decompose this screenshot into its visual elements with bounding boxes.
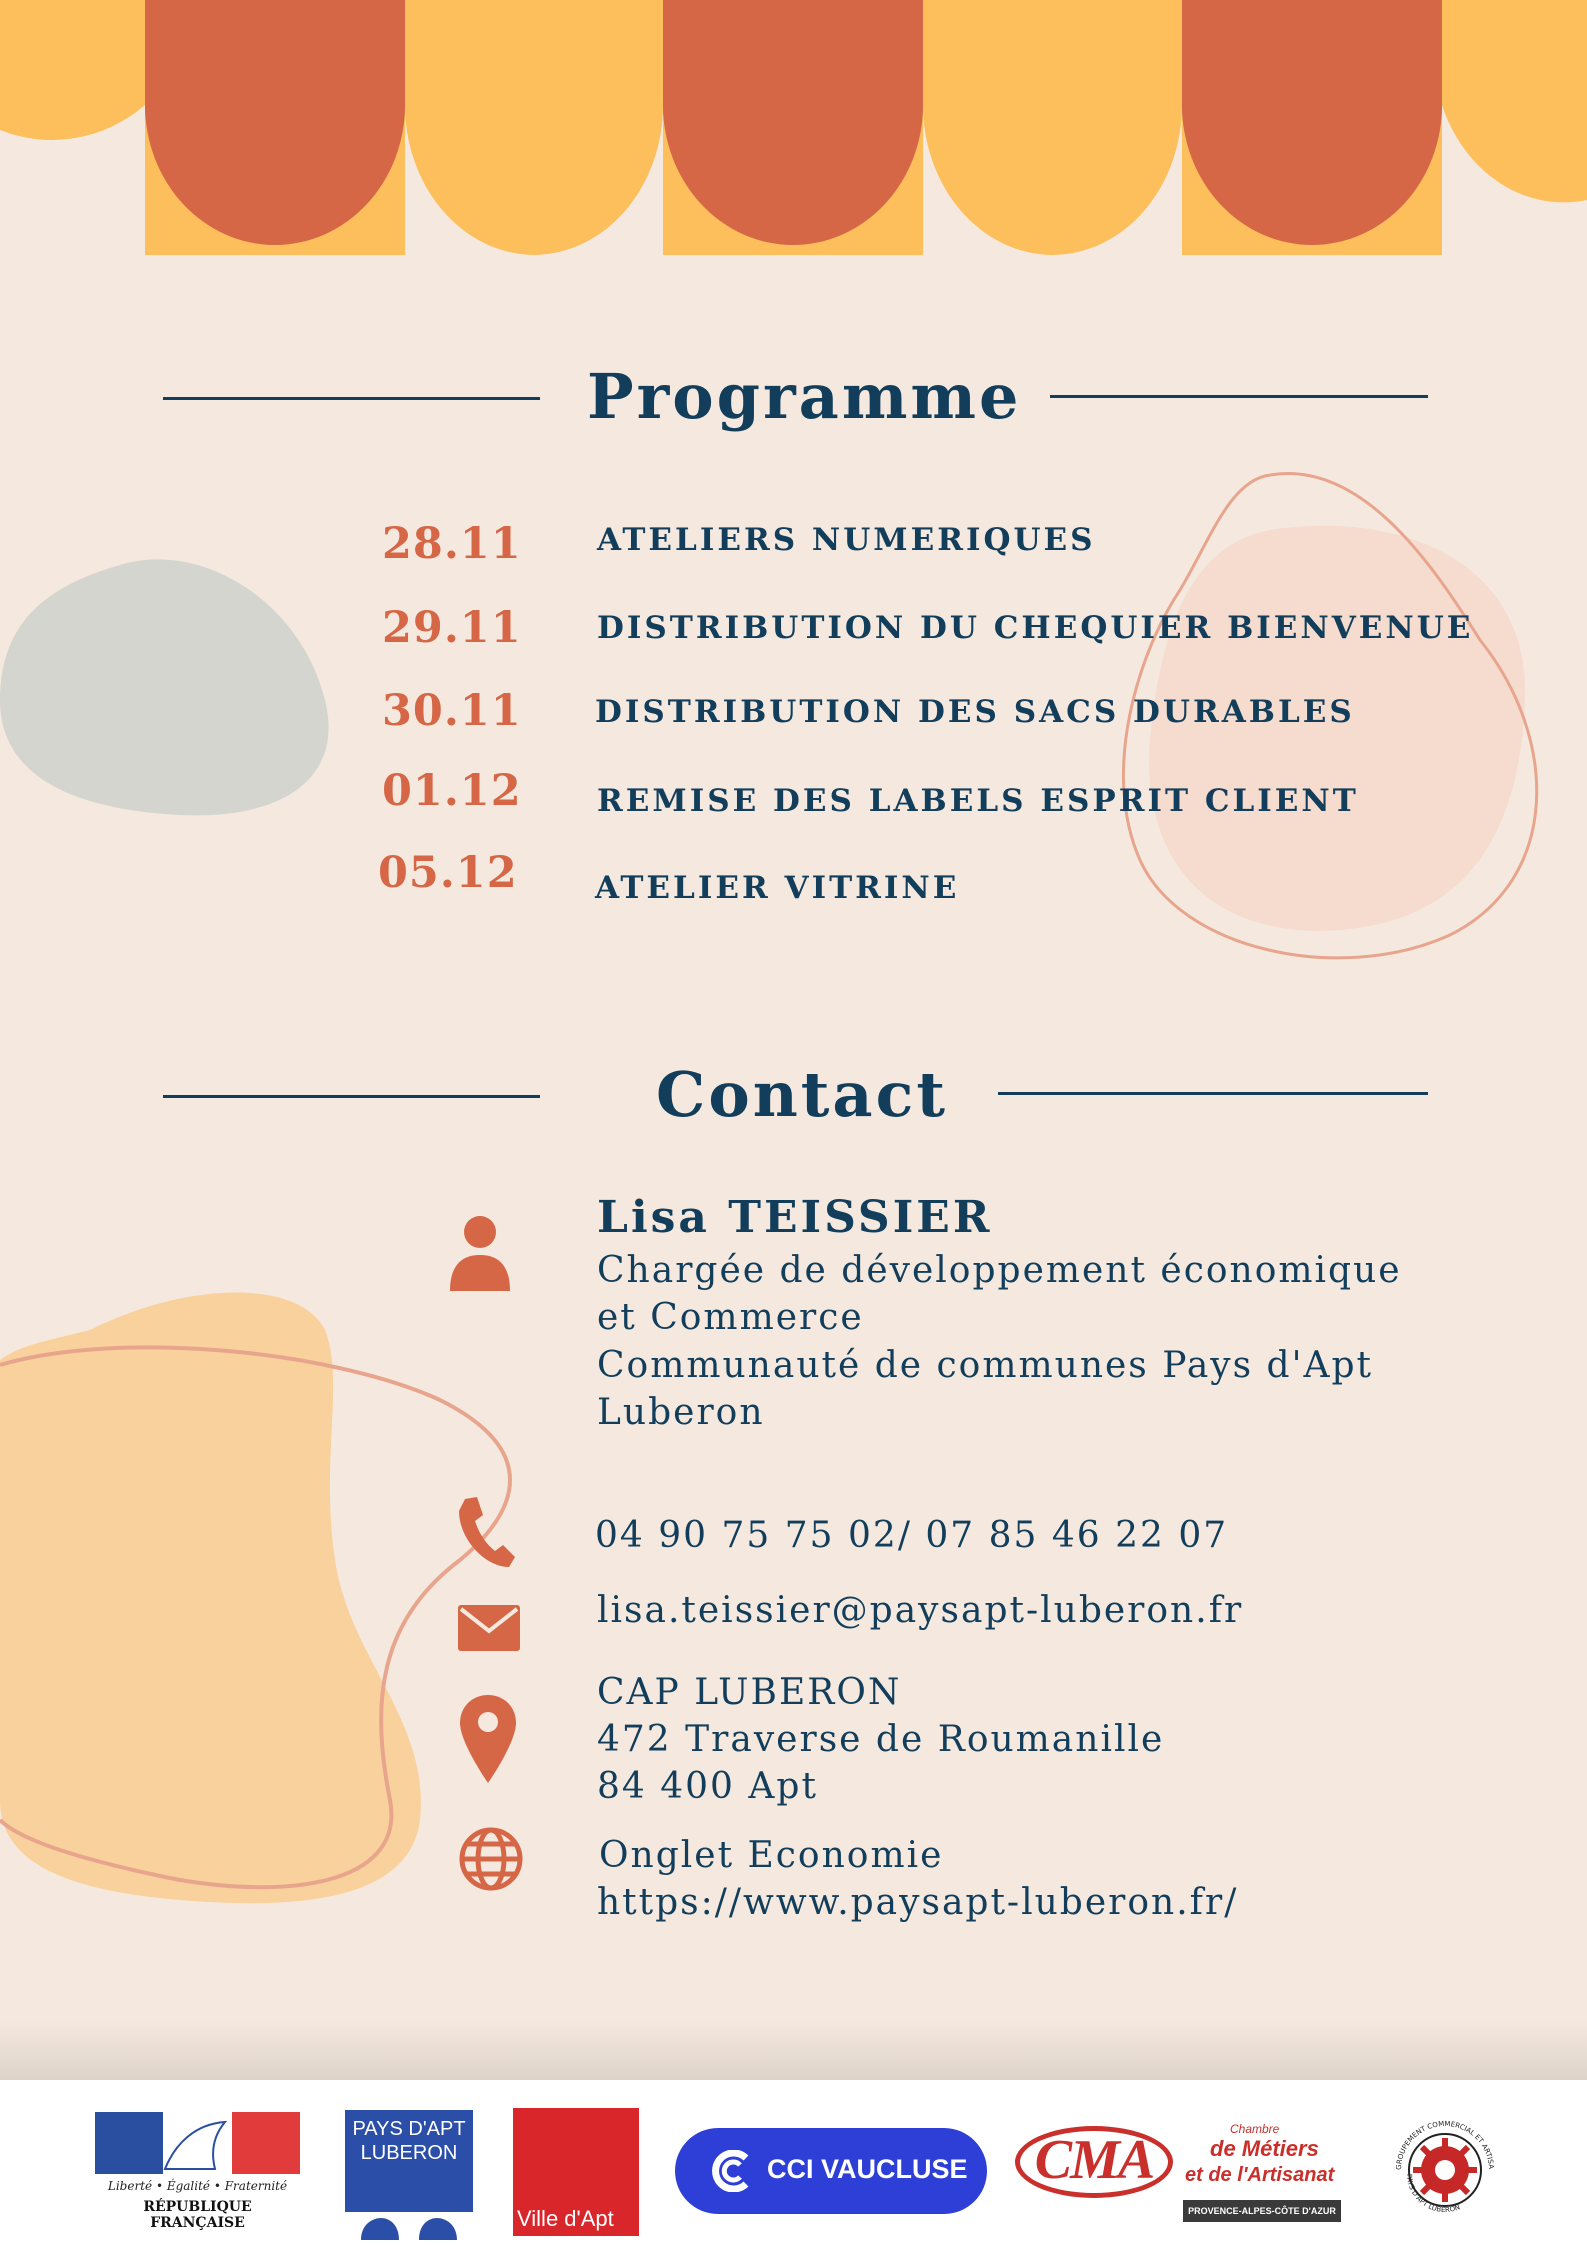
republique-motto: Liberté • Égalité • Fraternité — [107, 2179, 288, 2193]
pays-apt-line2: LUBERON — [360, 2142, 458, 2164]
pays-apt-line1: PAYS D'APT — [352, 2118, 466, 2140]
person-icon — [448, 1215, 512, 1291]
programme-date-3: 30.11 — [382, 686, 522, 736]
contact-role-line-2: et Commerce — [597, 1297, 864, 1338]
programme-event-3: DISTRIBUTION DES SACS DURABLES — [595, 694, 1355, 730]
cci-vaucluse-logo — [675, 2128, 987, 2214]
ville-apt-logo — [513, 2108, 639, 2236]
grey-blob — [0, 559, 329, 815]
envelope-icon — [458, 1605, 520, 1651]
programme-event-5: ATELIER VITRINE — [595, 870, 960, 906]
contact-rule-left — [163, 1095, 540, 1098]
contact-role-line-4: Luberon — [597, 1392, 765, 1433]
contact-address-line-3: 84 400 Apt — [597, 1766, 818, 1807]
cma-line3: et de l'Artisanat — [1185, 2164, 1335, 2186]
contact-web-line-1: Onglet Economie — [599, 1835, 944, 1876]
contact-address-line-1: CAP LUBERON — [597, 1672, 902, 1713]
republique-name: RÉPUBLIQUE FRANÇAISE — [143, 2199, 252, 2231]
contact-web-link[interactable]: https://www.paysapt-luberon.fr/ — [597, 1882, 1239, 1923]
programme-event-4: REMISE DES LABELS ESPRIT CLIENT — [597, 783, 1359, 819]
programme-event-1: ATELIERS NUMERIQUES — [597, 522, 1096, 558]
programme-event-2: DISTRIBUTION DU CHEQUIER BIENVENUE — [597, 610, 1474, 646]
map-pin-icon — [460, 1695, 516, 1783]
partner-logos-footer — [0, 2080, 1587, 2245]
programme-rule-left — [163, 397, 540, 400]
programme-rule-right — [1050, 395, 1428, 398]
phone-icon — [455, 1495, 515, 1570]
footer-shadow — [0, 2020, 1587, 2080]
contact-role-line-1: Chargée de développement économique — [597, 1250, 1402, 1291]
cma-line2: de Métiers — [1210, 2136, 1319, 2161]
pays-apt-luberon-logo — [345, 2110, 473, 2240]
groupement-commercial-logo — [1385, 2108, 1505, 2232]
contact-name: Lisa TEISSIER — [597, 1192, 993, 1243]
contact-phone[interactable]: 04 90 75 75 02/ 07 85 46 22 07 — [595, 1515, 1229, 1556]
orange-blob — [0, 1293, 421, 1904]
programme-date-4: 01.12 — [382, 766, 522, 816]
cma-acronym: CMA — [1034, 2129, 1154, 2191]
ville-apt-label: Ville d'Apt — [517, 2206, 614, 2231]
cma-line1: Chambre — [1230, 2122, 1280, 2136]
programme-title: Programme — [587, 360, 1022, 433]
gca-ring-text: GROUPEMENT COMMERCIAL ET ARTISA — [1394, 2119, 1496, 2171]
programme-date-1: 28.11 — [382, 519, 522, 569]
programme-date-2: 29.11 — [382, 603, 522, 653]
contact-address-line-2: 472 Traverse de Roumanille — [597, 1719, 1165, 1760]
cma-region: PROVENCE-ALPES-CÔTE D'AZUR — [1183, 2200, 1341, 2222]
programme-date-5: 05.12 — [378, 848, 518, 898]
cma-logo — [1015, 2122, 1345, 2232]
globe-icon — [458, 1826, 524, 1892]
republique-francaise-logo — [95, 2112, 300, 2232]
contact-role-line-3: Communauté de communes Pays d'Apt — [597, 1345, 1373, 1386]
contact-title: Contact — [656, 1058, 948, 1131]
contact-rule-right — [998, 1092, 1428, 1095]
cci-label: CCI VAUCLUSE — [767, 2154, 968, 2184]
contact-email[interactable]: lisa.teissier@paysapt-luberon.fr — [597, 1590, 1244, 1631]
gca-bottom-text: PAYS D'APT LUBERON — [1404, 2173, 1462, 2215]
